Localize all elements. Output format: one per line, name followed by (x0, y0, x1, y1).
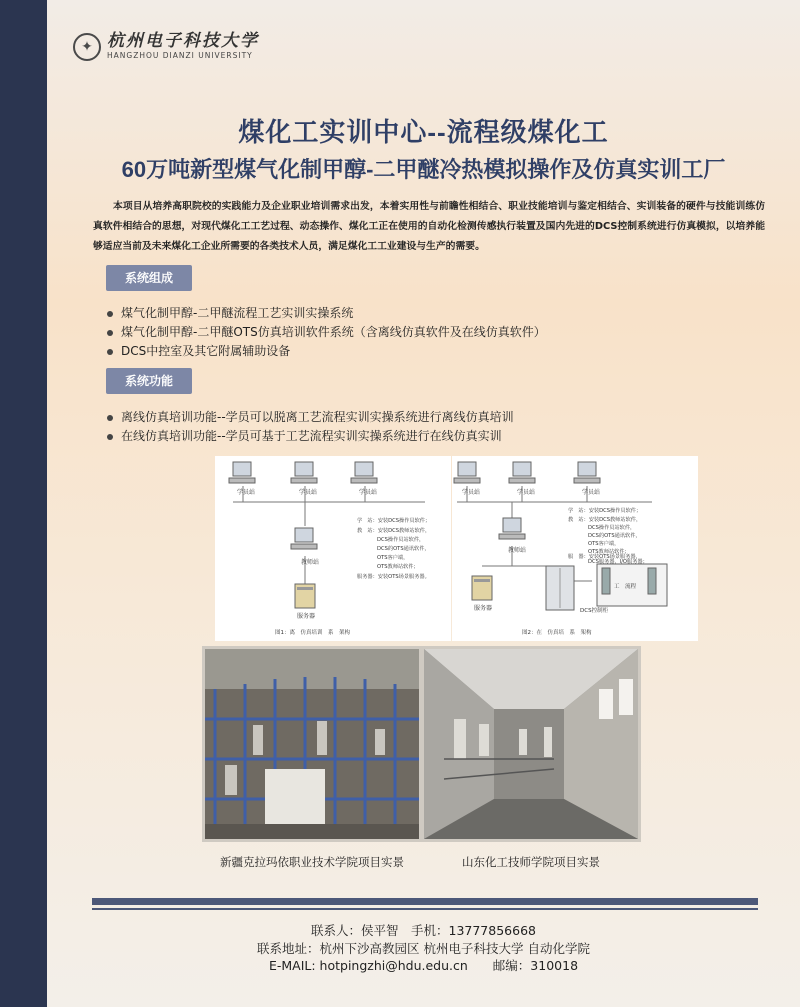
university-logo (73, 32, 259, 61)
page-subtitle: 60万吨新型煤气化制甲醇-二甲醚冷热模拟操作及仿真实训工厂 (121, 157, 726, 182)
left-sidebar-band (0, 0, 47, 1007)
bullet-icon (107, 434, 113, 440)
contact-address: 联系地址：杭州下沙高教园区 杭州电子科技大学 自动化学院 (257, 941, 590, 956)
diagram-note: 服 器：安装OTS场景服务器， (568, 554, 641, 560)
functions-list (107, 408, 514, 446)
diagram-label: 学员站 (237, 489, 256, 496)
list-item: DCS中控室及其它附属辅助设备 (107, 342, 546, 361)
contact-person: 联系人：侯平智 手机：13777856668 (311, 923, 536, 938)
offline-architecture-diagram (215, 456, 451, 641)
diagram-note: DCS服务器，I/O服务器； (588, 559, 648, 565)
student-station-icon (509, 462, 535, 483)
footer-divider (92, 898, 758, 905)
poster-page (47, 0, 800, 1007)
page-title: 煤化工实训中心--流程级煤化工 (238, 117, 609, 147)
teacher-station-icon (291, 528, 317, 549)
university-emblem-icon: ✦ (73, 33, 101, 61)
diagram-note: OTS客户端， (377, 555, 409, 561)
bullet-icon (107, 311, 113, 317)
diagram-note: OTS教师站软件； (377, 564, 419, 570)
dcs-cabinet-icon (546, 566, 574, 610)
list-item: 煤气化制甲醇-二甲醚OTS仿真培训软件系统（含离线仿真软件及在线仿真软件） (107, 323, 546, 342)
server-icon (295, 584, 315, 608)
list-item: 煤气化制甲醇-二甲醚流程工艺实训实操系统 (107, 304, 546, 323)
composition-list (107, 304, 546, 361)
diagram-note: 学 站：安装DCS操作员软件； (357, 518, 431, 524)
diagram-note: 学 站：安装DCS操作员软件； (568, 508, 642, 514)
list-item: 离线仿真培训功能--学员可以脱离工艺流程实训实操系统进行离线仿真培训 (107, 408, 514, 427)
diagram-note: DCS的OTS通讯软件， (377, 546, 430, 552)
server-icon (472, 576, 492, 600)
diagram-note: 服务器：安装OTS场景服务器。 (357, 574, 430, 580)
diagram-caption: 图1：离 仿真培训 系 架构 (275, 630, 351, 636)
student-station-icon (454, 462, 480, 483)
student-station-icon (574, 462, 600, 483)
bullet-icon (107, 330, 113, 336)
student-station-icon (229, 462, 255, 483)
diagram-label: 教师站 (508, 547, 527, 554)
diagram-note: OTS教师站软件； (588, 549, 630, 555)
teacher-station-icon (499, 518, 525, 539)
intro-paragraph: 本项目从培养高职院校的实践能力及企业职业培训需求出发，本着实用性与前瞻性相结合、职业技能培训与鉴定相结合、实训装备的硬件与技能训练仿真软件相结合的思想，对现代煤化工工艺过程、动态操作、煤化工正在使用的自动化检测传感执行装置及国内先进的DCS控制系统进行仿真模拟，以培养能够适应当前及未来煤化工企业所需要的各类技术人员，满足煤化工工业建设与生产的需要。 (93, 201, 765, 252)
section-heading-functions: 系统功能 (106, 368, 192, 394)
student-station-icon (351, 462, 377, 483)
diagram-label: 教师站 (301, 559, 320, 566)
list-item: 在线仿真培训功能--学员可基于工艺流程实训实操系统进行在线仿真实训 (107, 427, 514, 446)
xinjiang-project-photo (202, 646, 422, 842)
diagram-note: DCS的OTS通讯软件， (588, 533, 641, 539)
diagram-caption: 图2：在 仿真培 系 架构 (522, 630, 592, 636)
shandong-project-photo (421, 646, 641, 842)
bullet-icon (107, 349, 113, 355)
diagram-note: 教 站：安装DCS教师站软件， (357, 528, 431, 534)
footer-divider (92, 908, 758, 910)
bullet-icon (107, 415, 113, 421)
diagram-note: DCS操作员站软件， (588, 525, 636, 531)
student-station-icon (291, 462, 317, 483)
photo-caption: 山东化工技师学院项目实景 (462, 855, 600, 869)
section-heading-composition: 系统组成 (106, 265, 192, 291)
diagram-note: OTS客户端， (588, 541, 620, 547)
photo-caption: 新疆克拉玛依职业技术学院项目实景 (220, 855, 404, 869)
logo-chinese-name: 杭州电子科技大学 (107, 31, 259, 51)
diagram-label: 学员站 (462, 489, 481, 496)
diagram-label: 学员站 (299, 489, 318, 496)
diagram-label: 学员站 (582, 489, 601, 496)
logo-english-name: HANGZHOU DIANZI UNIVERSITY (107, 51, 253, 60)
diagram-label: 学员站 (517, 489, 536, 496)
diagram-label: 工 流程 (614, 584, 637, 590)
diagram-label: 服务器 (474, 605, 493, 612)
diagram-label: DCS控制柜 (580, 608, 609, 614)
online-architecture-diagram (452, 456, 698, 641)
diagram-note: DCS操作员站软件， (377, 537, 425, 543)
diagram-label: 学员站 (359, 489, 378, 496)
contact-email: E-MAIL: hotpingzhi@hdu.edu.cn 邮编：310018 (268, 958, 579, 973)
diagram-label: 服务器 (297, 613, 316, 620)
diagram-note: 教 站：安装DCS教师站软件， (568, 517, 642, 523)
